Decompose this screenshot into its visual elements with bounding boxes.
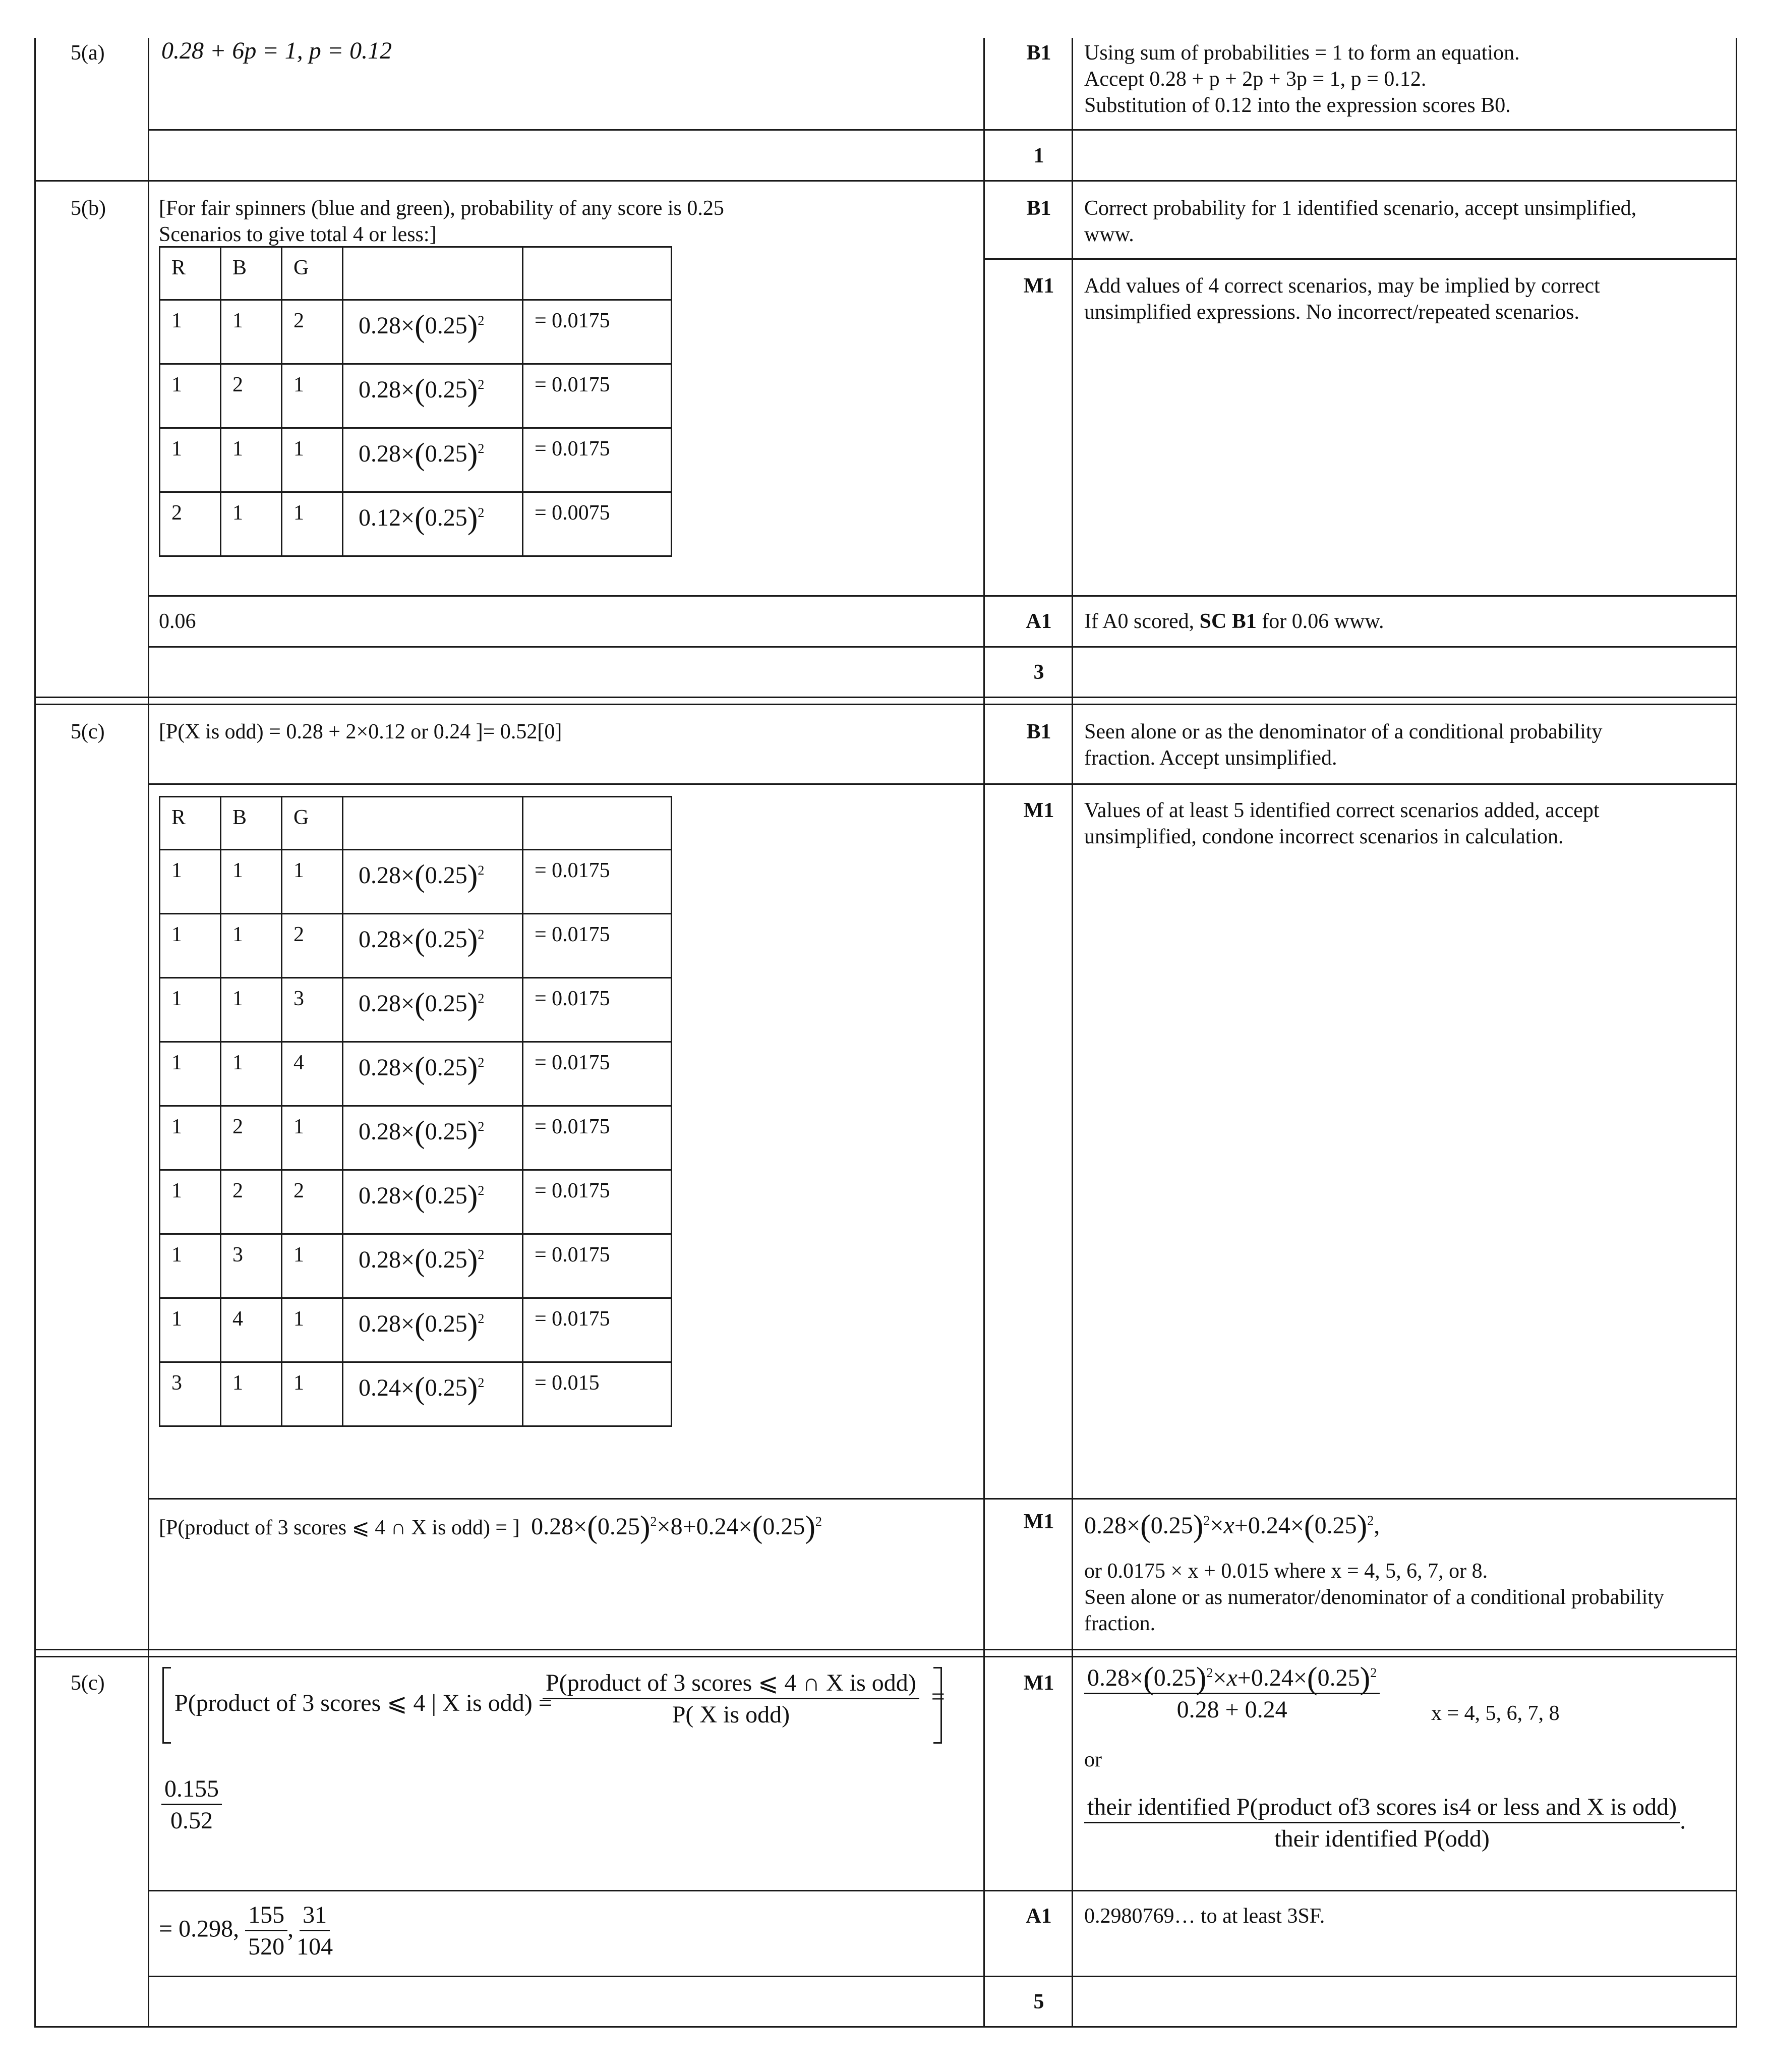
conditional-fraction: $\frac{\text{P(product of 3 scores ⩽ 4 ∩ X is odd)}}{\text{P( X is odd)}}$ = [543, 1670, 945, 1729]
conditional-lhs: P(product of 3 scores ⩽ 4 | X is odd) = [174, 1690, 552, 1716]
border [34, 38, 36, 2028]
guidance-line: unsimplified, condone incorrect scenarios in calculation. [1084, 825, 1564, 848]
mark-code: M1 [1023, 799, 1054, 822]
border [148, 1498, 1737, 1500]
bracket-left [162, 1667, 171, 1744]
mark-code: A1 [1026, 610, 1052, 633]
border [148, 595, 1737, 597]
mark-code: M1 [1023, 1510, 1054, 1533]
header-g: G [293, 256, 309, 279]
table-row: 1 1 2 $0.28\times(0.25)^2$ = 0.0175 [160, 300, 672, 364]
m1-their-fraction: their identified P(product of3 scores is4 or less and X is odd) their identified P(odd) . [1084, 1794, 1686, 1853]
guidance-line: Substitution of 0.12 into the expression scores B0. [1084, 94, 1511, 117]
intro-line: [For fair spinners (blue and green), probability of any score is 0.25 [159, 197, 724, 220]
table-row: 1 3 1 $0.28\times(0.25)^2$ = 0.0175 [160, 1234, 672, 1298]
question-label: 5(b) [71, 197, 106, 220]
table-row: 1 1 2 $0.28\times(0.25)^2$ = 0.0175 [160, 914, 672, 978]
border [148, 129, 1737, 131]
guidance-line: Seen alone or as numerator/denominator of a conditional probability [1084, 1586, 1664, 1609]
mark-total: 1 [1033, 144, 1044, 167]
header-r: R [171, 806, 186, 829]
border [148, 783, 1737, 785]
odd-probability-line: [P(X is odd) = 0.28 + 2×0.12 or 0.24 ]= 0.52[0] [159, 720, 562, 743]
mark-code: B1 [1026, 41, 1051, 65]
guidance-line: Using sum of probabilities = 1 to form an equation. [1084, 41, 1520, 65]
border [34, 697, 1737, 698]
guidance-line: Accept 0.28 + p + 2p + 3p = 1, p = 0.12. [1084, 68, 1427, 91]
border [34, 704, 1737, 705]
question-label: 5(a) [71, 41, 105, 65]
m1-expression: $0.28\times(0.25)^2\times x+0.24\times(0.25)^2$, [1084, 1509, 1380, 1543]
border [148, 38, 149, 2028]
m1-x-values: x = 4, 5, 6, 7, 8 [1431, 1702, 1560, 1725]
table-row: 1 1 1 $0.28\times(0.25)^2$ = 0.0175 [160, 850, 672, 914]
m1-or: or [1084, 1748, 1102, 1771]
table-row: 1 2 2 $0.28\times(0.25)^2$ = 0.0175 [160, 1170, 672, 1234]
guidance-line: Correct probability for 1 identified scenario, accept unsimplified, [1084, 197, 1637, 220]
border [148, 646, 1737, 648]
guidance-line: 0.2980769… to at least 3SF. [1084, 1905, 1325, 1928]
mark-total: 5 [1033, 1990, 1044, 2013]
table-row: 1 1 4 $0.28\times(0.25)^2$ = 0.0175 [160, 1042, 672, 1106]
header-b: B [232, 806, 247, 829]
mark-code: M1 [1023, 1672, 1054, 1695]
question-label: 5(c) [71, 1672, 105, 1695]
mark-code: A1 [1026, 1905, 1052, 1928]
joint-probability-line: [P(product of 3 scores ⩽ 4 ∩ X is odd) = ] $0.28\times(0.25)^2\times 8+0.24\times(0.25)^2$ [159, 1510, 822, 1544]
table-row: 1 1 1 $0.28\times(0.25)^2$ = 0.0175 [160, 428, 672, 492]
working-fraction: $\frac{0.155}{0.52}$ [161, 1775, 222, 1834]
table-row: 1 2 1 $0.28\times(0.25)^2$ = 0.0175 [160, 1106, 672, 1170]
border [983, 258, 1737, 260]
border [34, 1649, 1737, 1650]
mark-total: 3 [1033, 661, 1044, 684]
guidance-line: unsimplified expressions. No incorrect/repeated scenarios. [1084, 301, 1580, 324]
m1-fraction: $\frac{0.28\times(0.25)^2\times x+0.24\times(0.25)^2}{0.28 + 0.24}$ [1084, 1664, 1380, 1723]
answer: 0.28 + 6p = 1, p = 0.12 [161, 37, 392, 64]
guidance-line: Values of at least 5 identified correct scenarios added, accept [1084, 799, 1600, 822]
border [1736, 38, 1737, 2028]
guidance-line: Add values of 4 correct scenarios, may be implied by correct [1084, 274, 1600, 298]
border [148, 1976, 1737, 1977]
guidance-line: Seen alone or as the denominator of a conditional probability [1084, 720, 1603, 743]
scenario-table-b [159, 246, 672, 557]
guidance-line: fraction. [1084, 1612, 1156, 1635]
answer: 0.06 [159, 610, 196, 633]
table-row: 1 1 3 $0.28\times(0.25)^2$ = 0.0175 [160, 978, 672, 1042]
border [1072, 38, 1073, 2028]
border [148, 1890, 1737, 1891]
border [34, 2026, 1737, 2028]
header-g: G [293, 806, 309, 829]
final-answer: = 0.298, $\frac{155}{520}$ , $\frac{31}{104}$ [159, 1902, 333, 1960]
mark-code: B1 [1026, 197, 1051, 220]
table-row: 1 2 1 $0.28\times(0.25)^2$ = 0.0175 [160, 364, 672, 428]
mark-code: B1 [1026, 720, 1051, 743]
guidance-line: fraction. Accept unsimplified. [1084, 746, 1337, 770]
guidance-line: www. [1084, 223, 1134, 246]
mark-code: M1 [1023, 274, 1054, 298]
header-b: B [232, 256, 247, 279]
header-r: R [171, 256, 186, 279]
table-row: 2 1 1 $0.12\times(0.25)^2$ = 0.0075 [160, 492, 672, 556]
border [34, 1656, 1737, 1657]
scenario-table-c [159, 796, 672, 1427]
question-label: 5(c) [71, 720, 105, 743]
guidance-line: or 0.0175 × x + 0.015 where x = 4, 5, 6, 7, or 8. [1084, 1560, 1488, 1583]
table-row: 1 4 1 $0.28\times(0.25)^2$ = 0.0175 [160, 1298, 672, 1362]
intro-line: Scenarios to give total 4 or less:] [159, 223, 437, 246]
border [34, 180, 1737, 182]
border [983, 38, 985, 2028]
table-row: 3 1 1 $0.24\times(0.25)^2$ = 0.015 [160, 1362, 672, 1426]
guidance-line: If A0 scored, SC B1 for 0.06 www. [1084, 610, 1384, 633]
